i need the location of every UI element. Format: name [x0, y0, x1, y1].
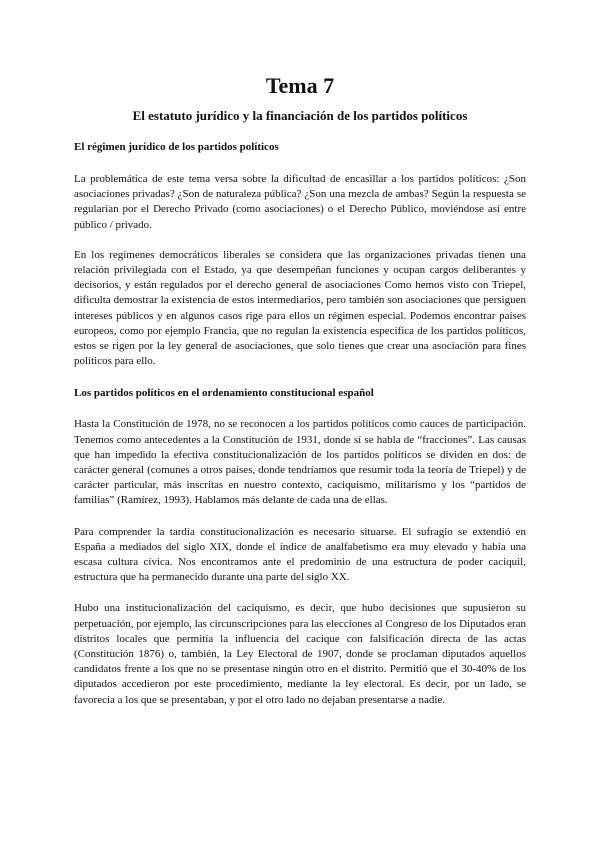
paragraph: En los regímenes democráticos liberales se considera que las organizaciones privadas tienen una relación privilegiada con el Estado, ya que desempeñan funciones y ocupan cargos deliberantes y decisorios, y están regulados por el derecho general de asociaciones Como hemos visto con Triepel, dificulta demostrar la existencia de estos intermediarios, pero también son asociaciones que persiguen intereses públicos y en algunos casos rige para ellos un régimen especial. Podemos encontrar países europeos, como por ejemplo Francia, que no regulan la existencia específica de los partidos políticos, estos se rigen por la ley general de asociaciones, que solo tienes que crear una asociación para fines políticos para ello.	[74, 248, 526, 368]
section-heading-regimen: El régimen jurídico de los partidos políticos	[74, 141, 279, 153]
document-subtitle: El estatuto jurídico y la financiación de los partidos políticos	[132, 108, 468, 123]
paragraph: Para comprender la tardía constitucionalización es necesario situarse. El sufragio se extendió en España a mediados del siglo XIX, donde el índice de analfabetismo era muy elevado y había una escasa cultura cívica. Nos encontramos ante el predominio de una estructura de poder caciquil, estructura que ha permanecido durante una parte del siglo XX.	[74, 525, 526, 584]
paragraph: La problemática de este tema versa sobre la dificultad de encasillar a los partidos políticos: ¿Son asociaciones privadas? ¿Son de naturaleza pública? ¿Son una mezcla de ambas? Según la respuesta se regularían por el Derecho Privado (como asociaciones) o el Derecho Público, moviéndose así entre público / privado.	[74, 173, 526, 231]
document-title: Tema 7	[265, 73, 335, 98]
paragraph: Hasta la Constitución de 1978, no se reconocen a los partidos políticos como cauces de participación. Tenemos como antecedentes a la Constitución de 1931, donde sí se habla de “fracciones”. Las causas que han impedido la efectiva constitucionalización de los partidos políticos se dividen en dos: de carácter general (comunes a otros países, donde tendríamos que resumir toda la teoría de Triepel) y de carácter particular, más inscritas en nuestro contexto, caciquismo, militarismo y los “partidos de familias” (Ramírez, 1993). Hablamos más delante de cada una de ellas.	[74, 418, 526, 507]
document-page	[74, 72, 526, 708]
paragraph: Hubo una institucionalización del caciquismo, es decir, que hubo decisiones que supusieron su perpetuación, por ejemplo, las circunscripciones para las elecciones al Congreso de los Diputados eran distritos locales que permitía la influencia del cacique con falsificación directa de las actas (Constitución 1876) o, también, la Ley Electoral de 1907, donde se proclaman diputados aquellos candidatos frente a los que no se presentase ningún otro en el distrito. Permitió que el 30-40% de los diputados accedieron por este procedimiento, mediante la ley electoral. Es decir, por un lado, se favorecía a los que se presentaban, y por el otro lado no dejaban presentarse a nadie.	[74, 602, 526, 706]
section-heading-ordenamiento: Los partidos políticos en el ordenamiento constitucional español	[74, 387, 374, 400]
